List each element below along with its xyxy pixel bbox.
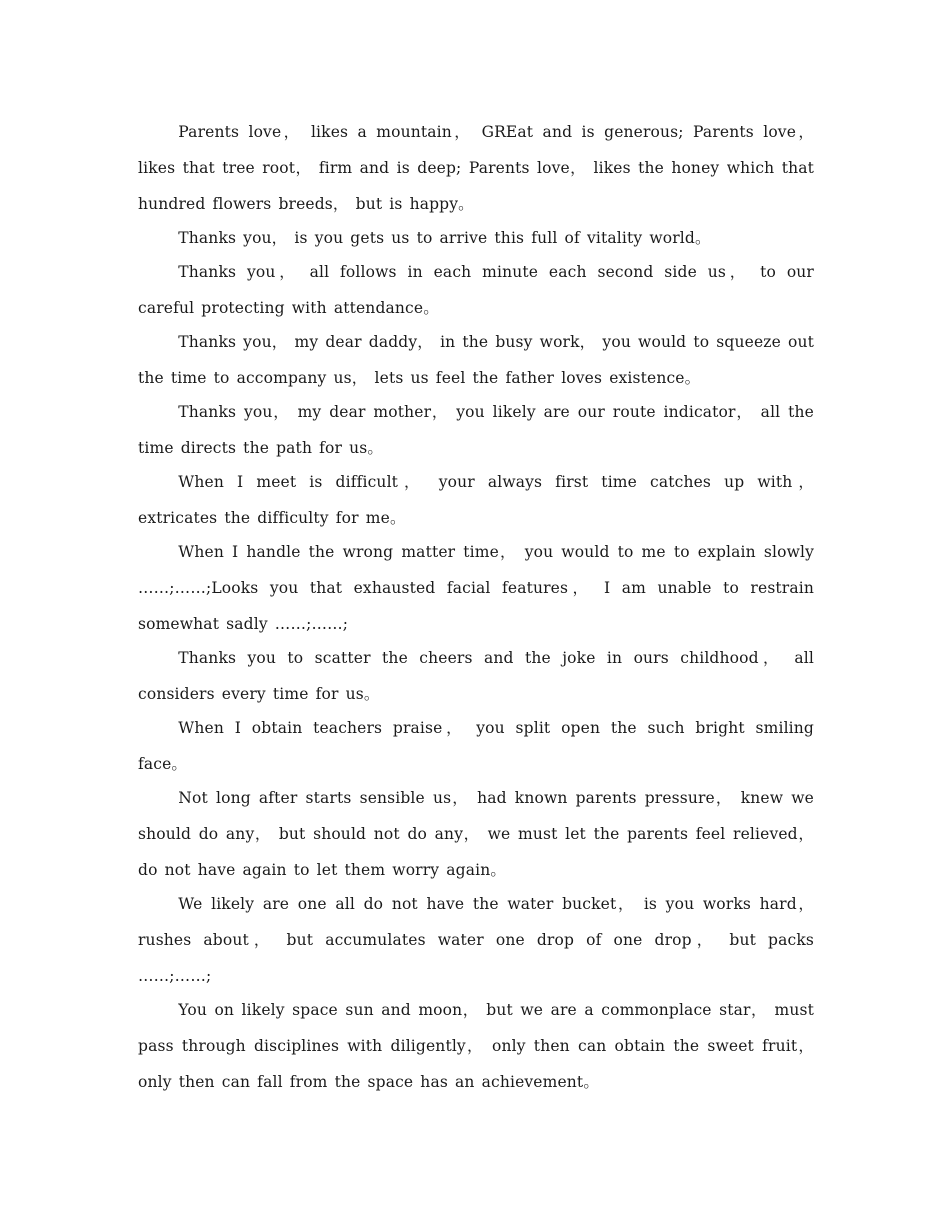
paragraph: When I handle the wrong matter time， you would to me to explain slowly ……;……;Looks you that exhausted facial features， I am unable to restrain somewhat sadly ……;……;	[138, 543, 814, 633]
paragraph: Not long after starts sensible us， had known parents pressure， knew we should do any， but should not do any， we must let the parents feel relieved， do not have again to let them worry again。	[138, 789, 814, 879]
paragraph: Thanks you， my dear daddy， in the busy work， you would to squeeze out the time to accompany us， lets us feel the father loves existence。	[138, 333, 814, 387]
paragraph: Thanks you， all follows in each minute each second side us， to our careful protecting with attendance。	[138, 263, 814, 317]
paragraph: We likely are one all do not have the water bucket， is you works hard， rushes about， but accumulates water one drop of one drop， but packs ……;……;	[138, 895, 814, 985]
paragraph: Parents love， likes a mountain， GREat and is generous; Parents love， likes that tree root， firm and is deep; Parents love， likes the honey which that hundred flowers breeds， but is happy。	[138, 123, 814, 213]
paragraph: Thanks you， is you gets us to arrive this full of vitality world。	[178, 229, 711, 247]
paragraph: Thanks you to scatter the cheers and the joke in ours childhood， all considers every time for us。	[138, 649, 814, 703]
paragraph: Thanks you， my dear mother， you likely are our route indicator， all the time directs the path for us。	[138, 403, 814, 457]
paragraph: You on likely space sun and moon， but we are a commonplace star， must pass through disciplines with diligently， only then can obtain the sweet fruit， only then can fall from the space has an achievement。	[138, 1001, 814, 1091]
paragraph: When I obtain teachers praise， you split open the such bright smiling face。	[138, 719, 814, 773]
paragraph: When I meet is difficult， your always first time catches up with， extricates the difficulty for me。	[138, 473, 814, 527]
document-body	[138, 114, 814, 1098]
